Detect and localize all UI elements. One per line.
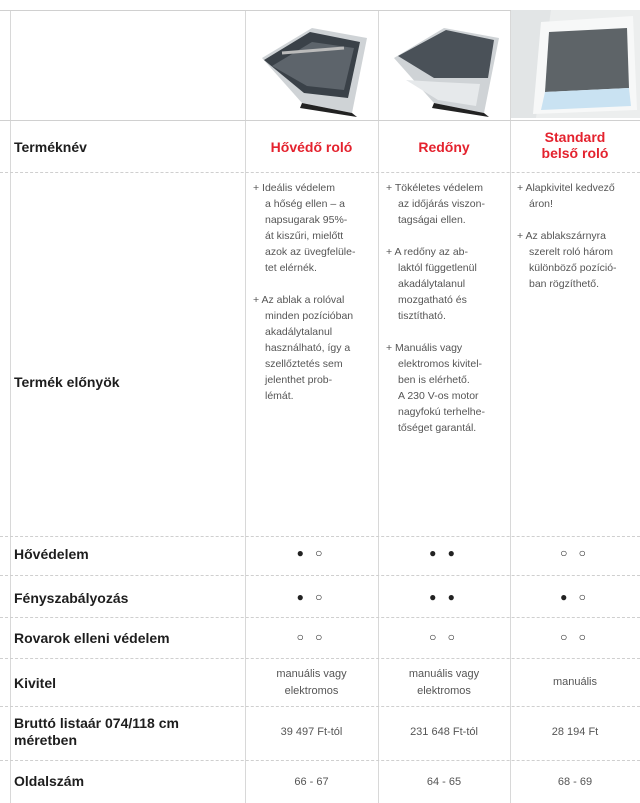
row-divider [0, 658, 640, 659]
shutter-image [384, 18, 504, 118]
kivitel-value: manuális vagy elektromos [408, 668, 480, 697]
price-value: 231 648 Ft-tól [410, 726, 478, 738]
rating-fenyszabalyozas: ● ○ [296, 590, 327, 604]
advantage-item: + Alapkivitel kedvező áron! [517, 182, 615, 210]
rating-rovarok: ○ ○ [296, 630, 327, 644]
product-name-line: Hővédő roló [270, 139, 353, 155]
price-value: 39 497 Ft-tól [280, 726, 343, 738]
label-ar-line: méretben [14, 732, 78, 748]
advantage-item: + Tökéletes védelem az időjárás viszon- tagságai ellen. [386, 182, 485, 226]
standard-blind-image [511, 10, 640, 118]
advantage-item: + Az ablakszárnyra szerelt roló három különböző pozíció- ban rögzíthető. [517, 230, 617, 290]
rating-rovarok: ○ ○ [560, 630, 590, 644]
rating-fenyszabalyozas: ● ● [429, 590, 459, 604]
label-fenyszabalyozas: Fényszabályozás [14, 590, 129, 606]
product-name-line: Standard [544, 129, 606, 145]
advantage-item: + Manuális vagy elektromos kivitel- ben is elérhető. A 230 V-os motor nagyfokú terhelhe- tőséget garantál. [386, 342, 485, 434]
rating-fenyszabalyozas: ● ○ [560, 590, 590, 604]
advantage-item: + Az ablak a rolóval minden pozícióban akadálytalanul használható, így a szellőztetés sem jelenthet prob- lémát. [253, 294, 354, 402]
label-ar-line: Bruttó listaár 074/118 cm [14, 715, 179, 731]
row-divider [0, 536, 640, 537]
row-divider [0, 617, 640, 618]
label-termeknev: Terméknév [14, 139, 87, 155]
rating-hovedelem: ● ○ [296, 546, 327, 560]
heat-protection-blind-image [252, 18, 372, 118]
product-name-redony [378, 139, 510, 155]
product-name-hovedo [245, 139, 378, 155]
product-name-standard [510, 129, 640, 161]
label-ar [14, 715, 179, 749]
label-kivitel: Kivitel [14, 675, 57, 691]
advantages-redony [386, 180, 508, 452]
rating-rovarok: ○ ○ [429, 630, 459, 644]
price-value: 28 194 Ft [551, 726, 599, 738]
page-number-value: 68 - 69 [557, 776, 593, 788]
label-rovarok: Rovarok elleni védelem [14, 630, 170, 646]
label-oldalszam: Oldalszám [14, 773, 85, 789]
advantage-item: + A redőny az ab- laktól függetlenül akadálytalanul mozgatható és tisztítható. [386, 246, 477, 322]
page-number-value: 64 - 65 [426, 776, 462, 788]
advantages-standard [517, 180, 639, 308]
product-name-line: Redőny [418, 139, 470, 155]
product-name-line: belső roló [541, 145, 609, 161]
label-elonyok: Termék előnyök [14, 374, 120, 390]
row-divider [0, 172, 640, 173]
row-divider [0, 706, 640, 707]
kivitel-value: manuális vagy elektromos [276, 668, 347, 697]
label-hovedelem: Hővédelem [14, 546, 89, 562]
kivitel-value: manuális [552, 676, 598, 688]
column-divider [10, 10, 11, 803]
row-divider [0, 760, 640, 761]
rating-hovedelem: ○ ○ [560, 546, 590, 560]
advantages-hovedo [253, 180, 377, 420]
rating-hovedelem: ● ● [429, 546, 459, 560]
advantage-item: + Ideális védelem a hőség ellen – a napsugarak 95%- át kiszűri, mielőtt azok az üvegfelüle- tet elérnék. [253, 182, 356, 274]
row-divider [0, 120, 640, 121]
row-divider [0, 575, 640, 576]
page-number-value: 66 - 67 [294, 776, 329, 788]
